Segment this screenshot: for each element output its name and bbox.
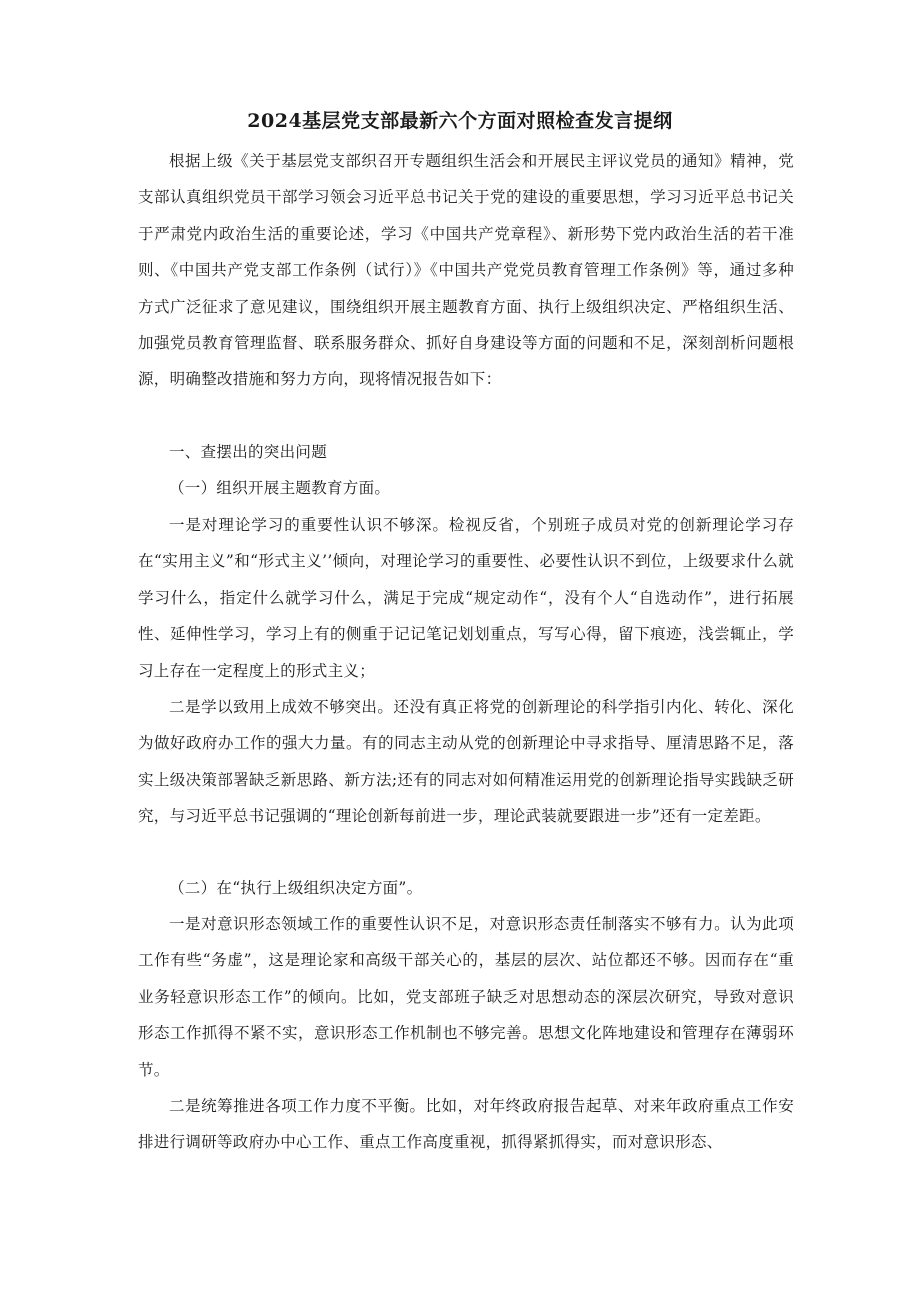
subsection-heading-1: （一）组织开展主题教育方面。 bbox=[169, 479, 391, 497]
paragraph-issue-2-1: 一是对意识形态领域工作的重要性认识不足，对意识形态责任制落实不够有力。认为此项工作有些“务虚”，这是理论家和高级干部关心的，基层的层次、站位都还不够。因而存在“重业务轻意识形态工作”的倾向。比如，党支部班子缺乏对思想动态的深层次研究，导致对意识形态工作抓得不紧不实，意识形态工作机制也不够完善。思想文化阵地建设和管理存在薄弱环节。 bbox=[138, 915, 794, 1079]
document-title: 2024基层党支部最新六个方面对照检查发言提纲 bbox=[247, 110, 673, 132]
paragraph-issue-2-2: 二是统筹推进各项工作力度不平衡。比如，对年终政府报告起草、对来年政府重点工作安排进行调研等政府办中心工作、重点工作高度重视，抓得紧抓得实，而对意识形态、 bbox=[138, 1097, 794, 1152]
paragraph-intro: 根据上级《关于基层党支部织召开专题组织生活会和开展民主评议党员的通知》精神，党支部认真组织党员干部学习领会习近平总书记关于党的建设的重要思想，学习习近平总书记关于严肃党内政治生活的重要论述，学习《中国共产党章程》、新形势下党内政治生活的若干准则、《中国共产党支部工作条例（试行）》《中国共产党党员教育管理工作条例》等，通过多种方式广泛征求了意见建议，围绕组织开展主题教育方面、执行上级组织决定、严格组织生活、加强党员教育管理监督、联系服务群众、抓好自身建设等方面的问题和不足，深刻剖析问题根源，明确整改措施和努力方向，现将情况报告如下： bbox=[138, 152, 794, 389]
paragraph-issue-1-2: 二是学以致用上成效不够突出。还没有真正将党的创新理论的科学指引内化、转化、深化为做好政府办工作的强大力量。有的同志主动从党的创新理论中寻求指导、厘清思路不足，落实上级决策部署缺乏新思路、新方法;还有的同志对如何精准运用党的创新理论指导实践缺乏研究，与习近平总书记强调的“理论创新每前进一步，理论武装就要跟进一步”还有一定差距。 bbox=[138, 698, 794, 826]
paragraph-issue-1-1: 一是对理论学习的重要性认识不够深。检视反省，个别班子成员对党的创新理论学习存在“实用主义”和“形式主义’’倾向，对理论学习的重要性、必要性认识不到位，上级要求什么就学习什么，指定什么就学习什么，满足于完成“规定动作“，没有个人“自选动作”，进行拓展性、延伸性学习，学习上有的侧重于记记笔记划划重点，写写心得，留下痕迹，浅尝辄止，学习上存在一定程度上的形式主义； bbox=[138, 516, 794, 680]
section-heading-1: 一、查摆出的突出问题 bbox=[169, 443, 328, 461]
subsection-heading-2: （二）在“执行上级组织决定方面”。 bbox=[169, 879, 423, 897]
